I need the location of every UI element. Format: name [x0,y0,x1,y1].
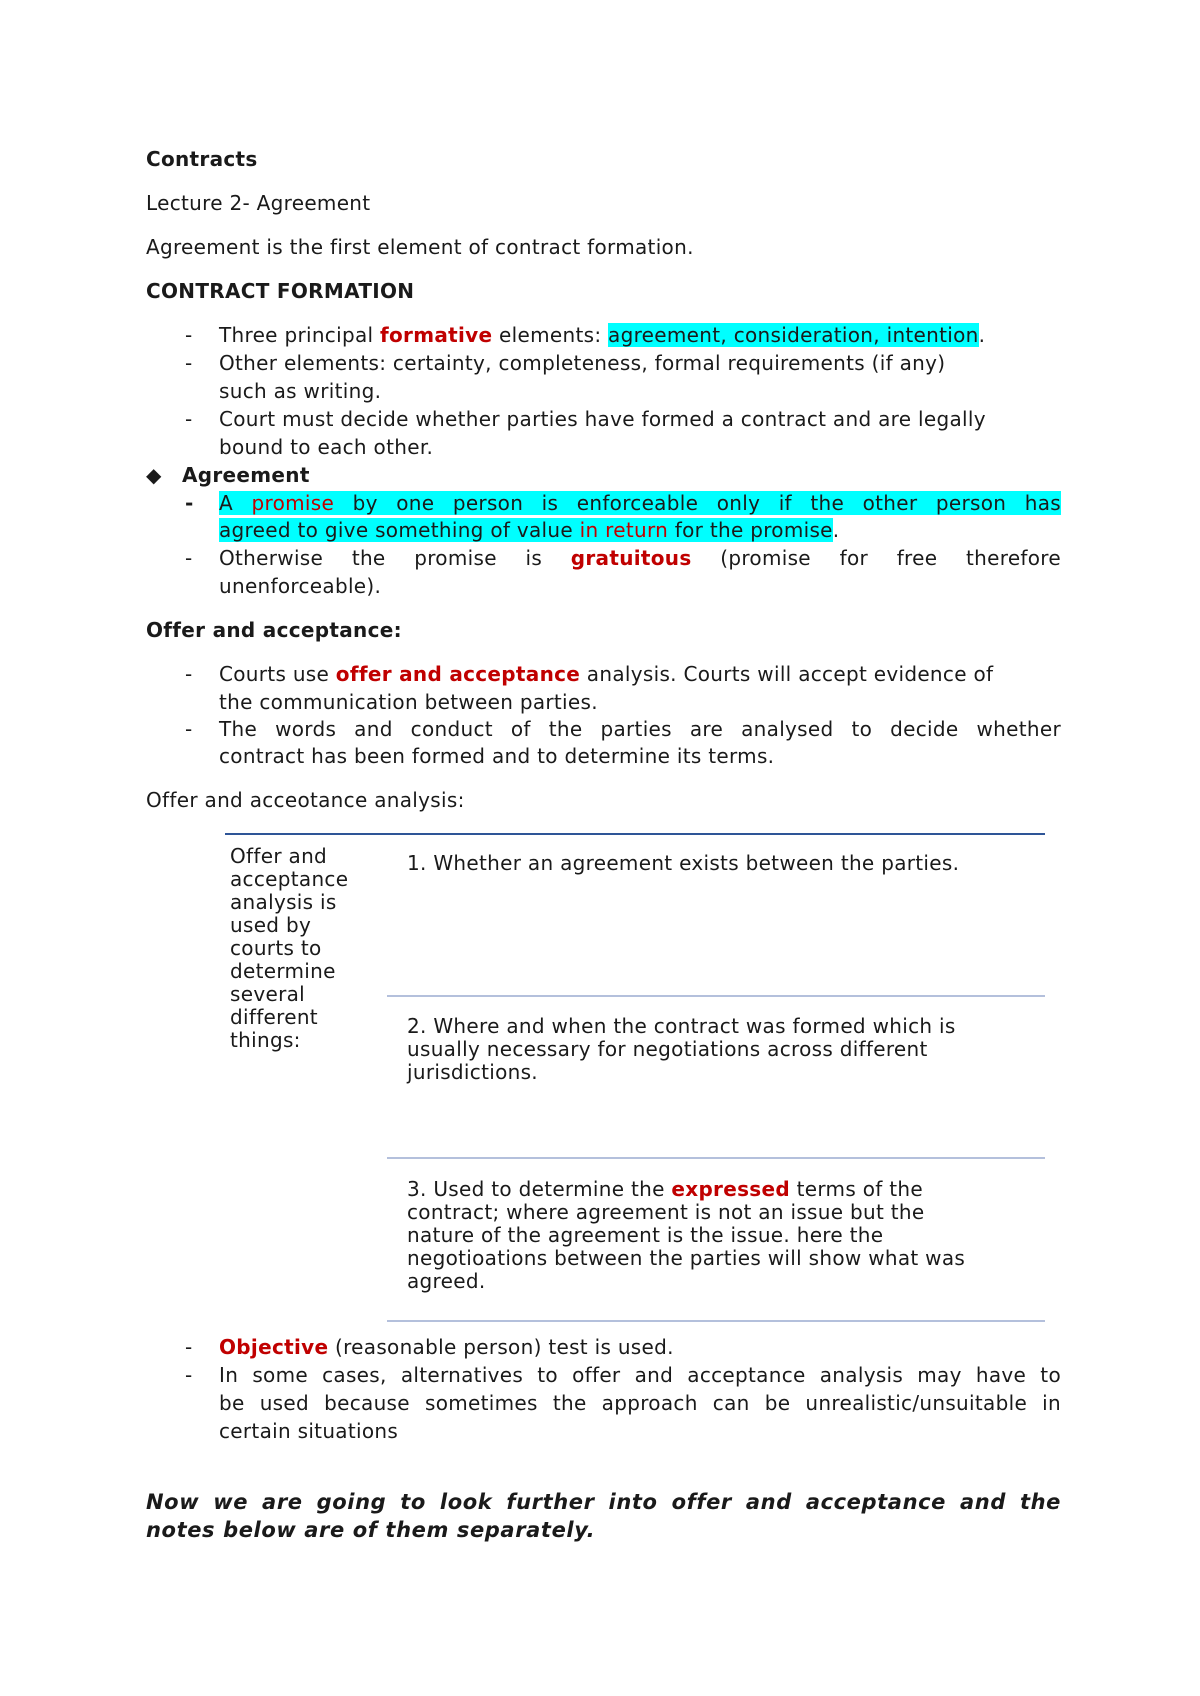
after-bullet-2-line-1: In some cases, alternatives to offer and acceptance analysis may have to [219,1363,1061,1387]
formation-bullet-2-line-1: Other elements: certainty, completeness, formal requirements (if any) [219,351,946,375]
left-cell-line: determine [230,959,336,983]
table-row-divider [387,995,1045,997]
formation-bullet-1-mid: elements: [492,323,609,347]
dash-bullet-icon: - [185,491,194,515]
left-cell-line: Offer and [230,844,328,868]
closing-line-1: Now we are going to look further into offer and acceptance and the [146,1490,1061,1514]
row-2-line: jurisdictions. [407,1060,538,1084]
in-return-keyword: in return [579,518,669,542]
agreement-para-2-line-2: unenforceable). [219,574,382,598]
left-cell-line: acceptance [230,867,349,891]
table-row-3 [407,1178,1047,1293]
agreement-heading: Agreement [182,463,310,487]
row-3-text: 3. Used to determine the [407,1177,672,1201]
agreement-text: A [219,491,252,515]
after-bullet-1-text: (reasonable person) test is used. [328,1335,674,1359]
agreement-text: for the promise [668,518,833,542]
left-cell-line: different [230,1005,318,1029]
table-row-divider [387,1157,1045,1159]
table-row-2 [407,1015,1047,1084]
formation-bullet-3-line-2: bound to each other. [219,435,434,459]
left-cell-line: several [230,982,306,1006]
dash-bullet-icon: - [185,1363,193,1387]
expressed-keyword: expressed [671,1177,790,1201]
dash-bullet-icon: - [185,717,193,741]
formation-bullet-1-text: Three principal [219,323,381,347]
analysis-label: Offer and acceotance analysis: [146,788,465,812]
promise-keyword: promise [251,491,335,515]
left-cell-line: things: [230,1028,301,1052]
agreement-text: (promise for free therefore [691,546,1061,570]
agreement-para-1-line-2 [219,516,839,544]
agreement-para-1-line-1 [219,489,1061,517]
row-3-line: nature of the agreement is the issue. here the [407,1223,884,1247]
row-3-line: negotioations between the parties will show what was [407,1246,966,1270]
offer-bullet-2-line-1: The words and conduct of the parties are analysed to decide whether [219,717,1061,741]
dash-bullet-icon: - [185,662,193,686]
agreement-text: agreed to give something of value [219,518,580,542]
agreement-text: by one person is enforceable only if the other person has [334,491,1061,515]
objective-keyword: Objective [219,1335,329,1359]
document-title: Contracts [146,147,258,171]
dash-bullet-icon: - [185,1335,193,1359]
dash-bullet-icon: - [185,546,193,570]
row-3-line-1 [407,1178,1047,1201]
offer-bullet-1-line-2: the communication between parties. [219,690,598,714]
after-bullet-1 [219,1333,674,1361]
formation-bullet-3-line-1: Court must decide whether parties have formed a contract and are legally [219,407,986,431]
left-cell-line: used by [230,913,312,937]
formation-bullet-2-line-2: such as writing. [219,379,382,403]
offer-text: Courts use [219,662,336,686]
diamond-bullet-icon: ◆ [146,463,162,487]
offer-bullet-2-line-2: contract has been formed and to determine its terms. [219,744,775,768]
row-3-line: agreed. [407,1269,486,1293]
offer-bullet-1-line-1 [219,660,993,688]
offer-acceptance-keyword: offer and acceptance [335,662,581,686]
dash-bullet-icon: - [185,351,193,375]
table-left-cell [230,845,380,1052]
closing-line-2: notes below are of them separately. [146,1518,596,1542]
agreement-text: Otherwise the promise is [219,546,571,570]
dash-bullet-icon: - [185,407,193,431]
table-row-1: 1. Whether an agreement exists between the parties. [407,851,960,875]
offer-acceptance-heading: Offer and acceptance: [146,618,402,642]
formation-bullet-1 [219,321,985,349]
after-bullet-2-line-3: certain situations [219,1419,399,1443]
row-2-line: 2. Where and when the contract was formed which is [407,1014,956,1038]
lecture-subtitle: Lecture 2- Agreement [146,191,371,215]
row-3-text: terms of the [789,1177,923,1201]
left-cell-line: courts to [230,936,322,960]
highlighted-elements: agreement, consideration, intention [608,323,979,347]
formation-bullet-1-end: . [978,323,986,347]
offer-text: analysis. Courts will accept evidence of [580,662,994,686]
contract-formation-heading: CONTRACT FORMATION [146,279,415,303]
table-top-rule [225,833,1045,835]
intro-text: Agreement is the first element of contract formation. [146,235,694,259]
dash-bullet-icon: - [185,323,193,347]
table-bottom-rule [387,1320,1045,1322]
after-bullet-2-line-2: be used because sometimes the approach can be unrealistic/unsuitable in [219,1391,1061,1415]
row-2-line: usually necessary for negotiations across different [407,1037,928,1061]
gratuitous-keyword: gratuitous [570,546,692,570]
agreement-text-end: . [832,518,840,542]
left-cell-line: analysis is [230,890,337,914]
formative-keyword: formative [380,323,493,347]
row-3-line: contract; where agreement is not an issue but the [407,1200,925,1224]
agreement-para-2-line-1 [219,544,1061,572]
